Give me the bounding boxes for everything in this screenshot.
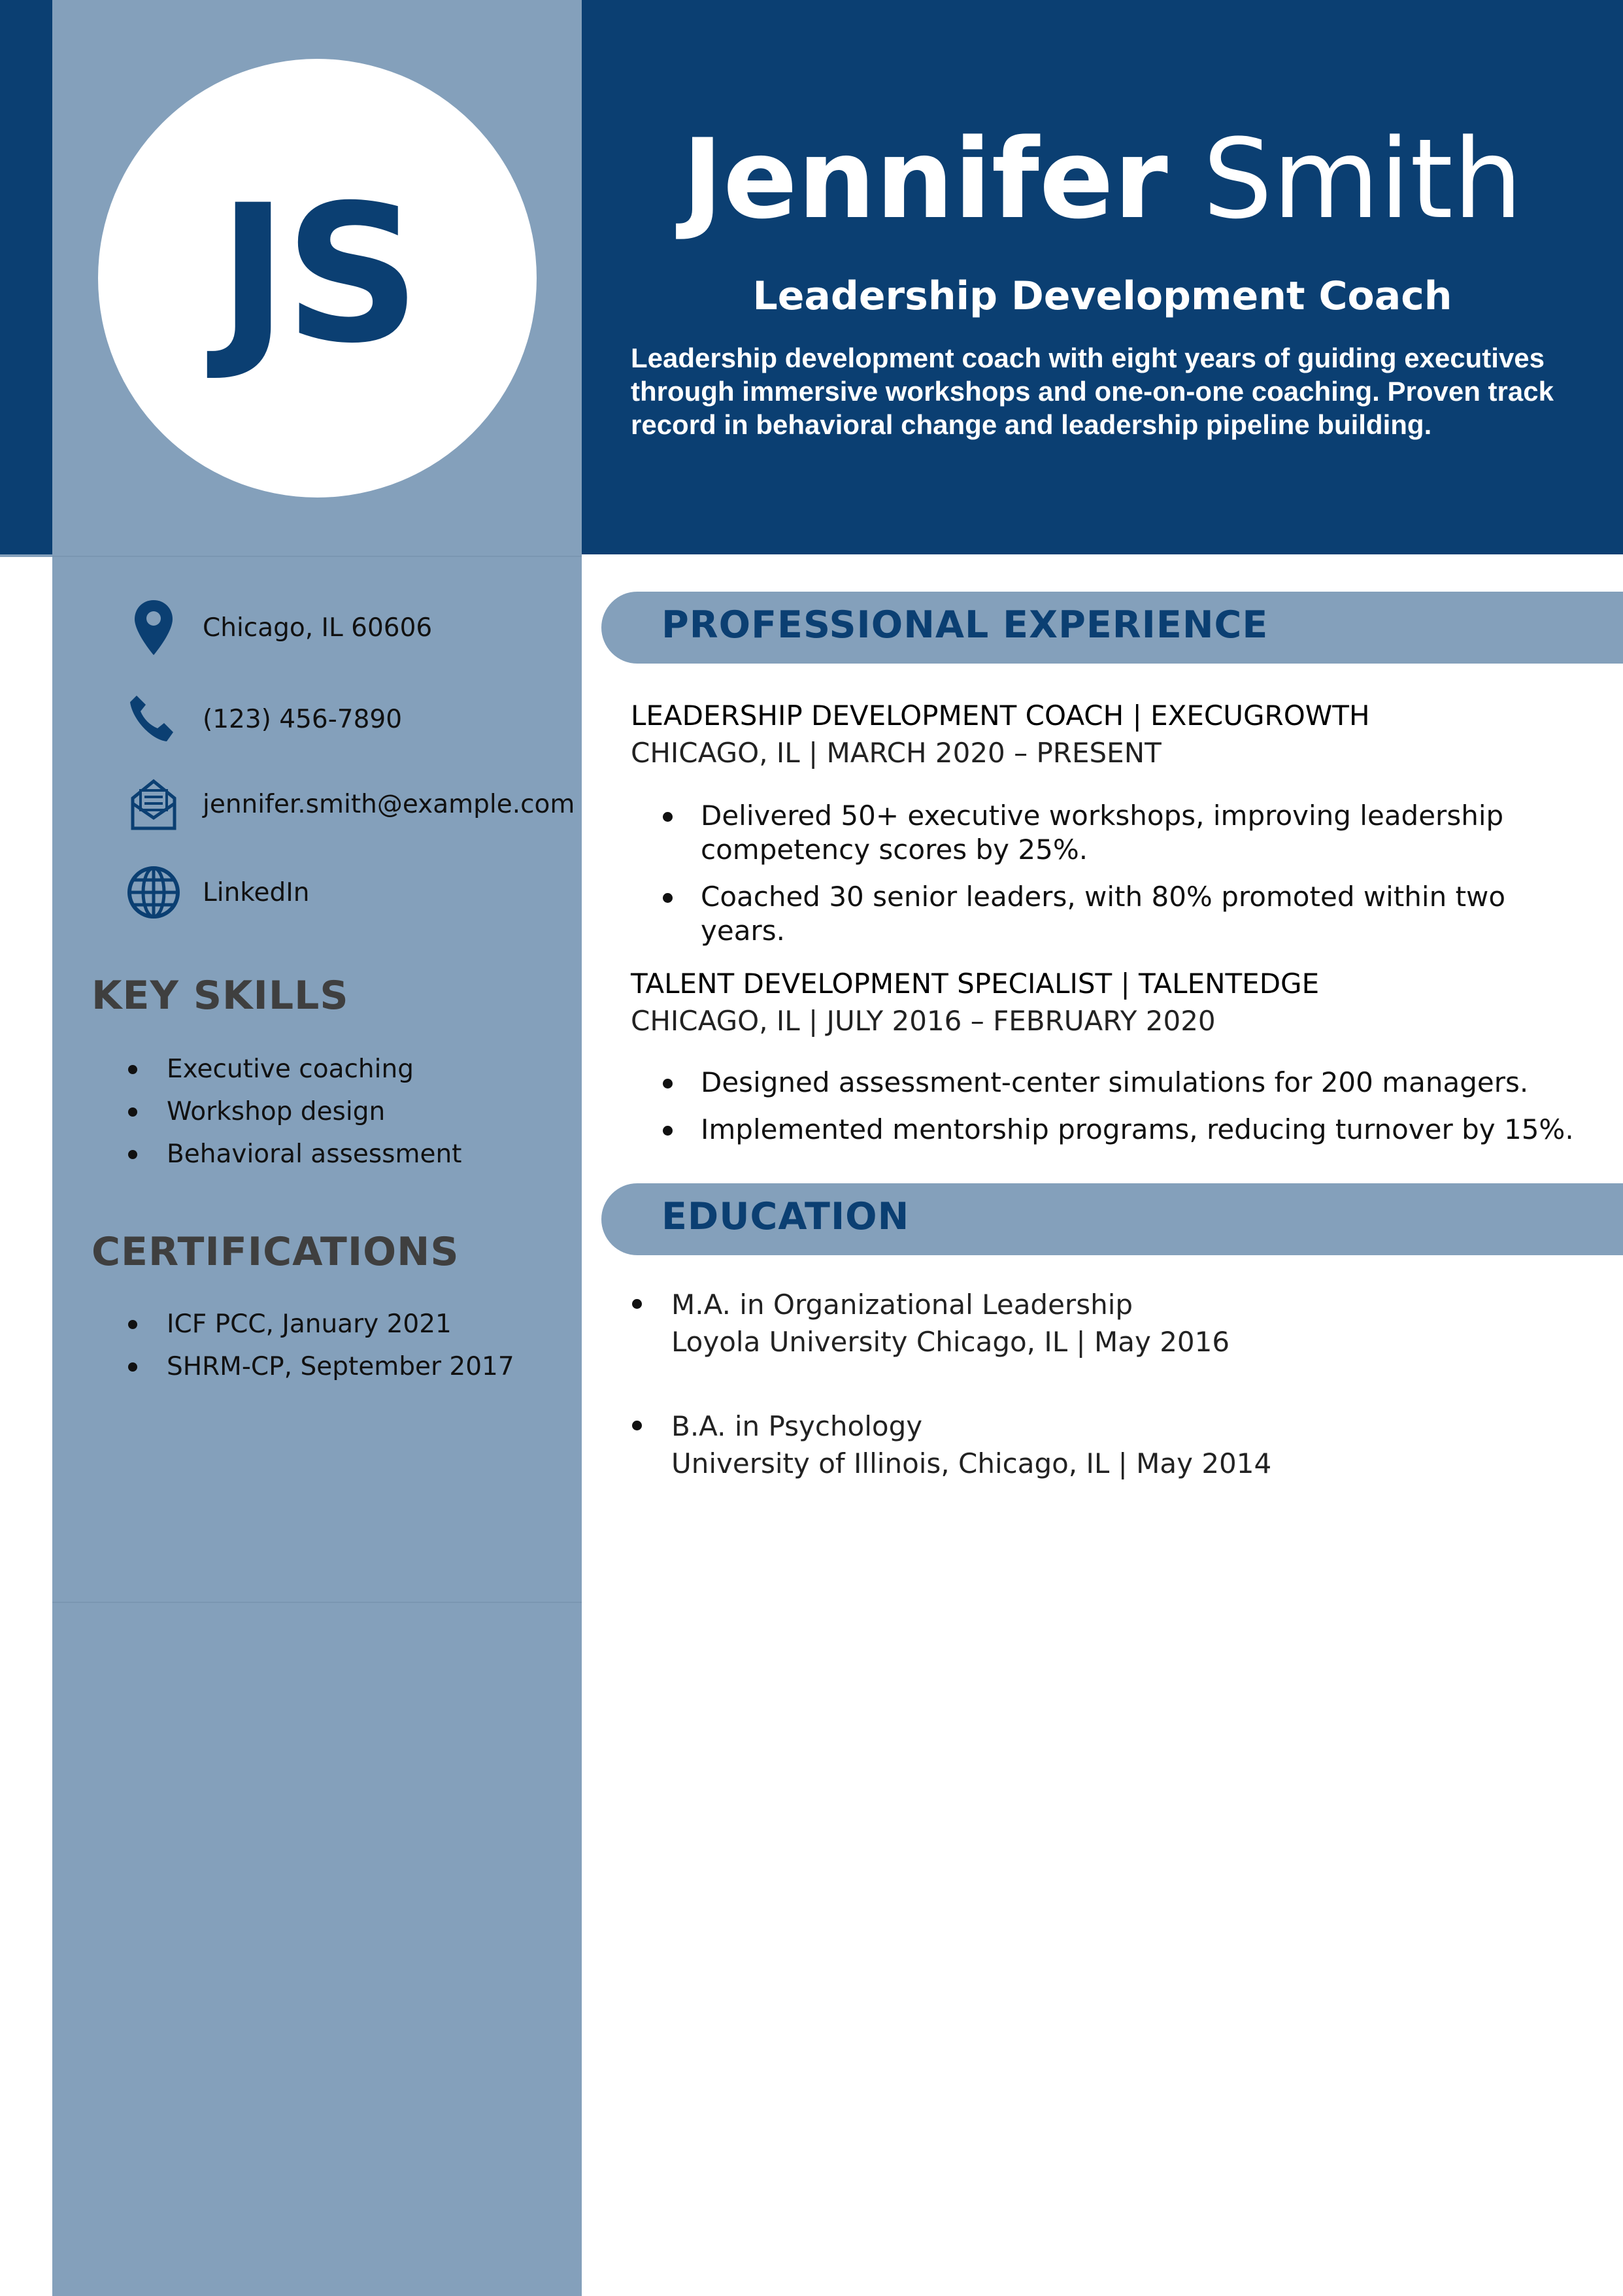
certifications-list [124,1303,514,1388]
experience-section-bar [601,592,1623,664]
key-skills-heading: KEY SKILLS [92,973,349,1019]
last-name: Smith [1203,115,1523,243]
candidate-name [582,115,1623,243]
job-header [631,965,1319,1039]
education-heading: EDUCATION [661,1195,910,1238]
contact-location [124,598,433,657]
sidebar-divider [52,1602,582,1603]
job-title: Leadership Development Coach [752,273,1452,319]
linkedin-text: LinkedIn [203,877,310,907]
skill-item: Behavioral assessment [124,1133,461,1175]
contact-linkedin[interactable] [124,863,310,922]
job-bullets [660,799,1575,961]
job-role: LEADERSHIP DEVELOPMENT COACH | EXECUGROWTH [631,700,1370,732]
education-section-bar [601,1183,1623,1255]
job-bullet: Delivered 50+ executive workshops, improving leadership competency scores by 25%. [660,799,1575,867]
education-entry [631,1408,1272,1482]
avatar-initials: JS [218,165,417,385]
degree: M.A. in Organizational Leadership [671,1289,1133,1321]
header-underline [0,554,52,557]
sidebar-divider [52,556,582,557]
phone-icon [124,690,183,749]
email-text: jennifer.smith@example.com [203,789,575,819]
certification-item: SHRM-CP, September 2017 [124,1345,514,1388]
certifications-heading: CERTIFICATIONS [92,1229,460,1275]
mail-icon [124,775,183,834]
certification-item: ICF PCC, January 2021 [124,1303,514,1345]
job-bullet: Implemented mentorship programs, reducing turnover by 15%. [660,1113,1575,1147]
skill-item: Executive coaching [124,1048,461,1090]
job-header [631,697,1370,771]
bullet-dot [632,1421,642,1430]
experience-heading: PROFESSIONAL EXPERIENCE [661,603,1269,647]
job-role: TALENT DEVELOPMENT SPECIALIST | TALENTEDGE [631,968,1320,1000]
summary: Leadership development coach with eight years of guiding executives through immersive workshops and one-on-one coaching. Proven track record in behavioral change and leadership pipeline building. [631,343,1554,440]
degree: B.A. in Psychology [671,1410,923,1442]
bullet-dot [632,1299,642,1309]
job-meta: CHICAGO, IL | JULY 2016 – FEBRUARY 2020 [631,1005,1216,1037]
phone-text: (123) 456-7890 [203,704,403,734]
skills-list [124,1048,461,1175]
job-bullets [660,1066,1575,1160]
globe-icon [124,863,183,922]
school: Loyola University Chicago, IL | May 2016 [671,1326,1230,1358]
first-name: Jennifer [682,115,1168,243]
location-pin-icon [124,598,183,657]
skill-item: Workshop design [124,1090,461,1133]
education-entry [631,1286,1230,1360]
school: University of Illinois, Chicago, IL | May 2014 [671,1447,1272,1479]
location-text: Chicago, IL 60606 [203,613,433,643]
job-meta: CHICAGO, IL | MARCH 2020 – PRESENT [631,737,1162,769]
job-bullet: Designed assessment-center simulations for 200 managers. [660,1066,1575,1100]
job-bullet: Coached 30 senior leaders, with 80% promoted within two years. [660,880,1575,948]
contact-email[interactable] [124,775,575,834]
avatar [98,59,537,498]
contact-phone[interactable] [124,690,403,749]
